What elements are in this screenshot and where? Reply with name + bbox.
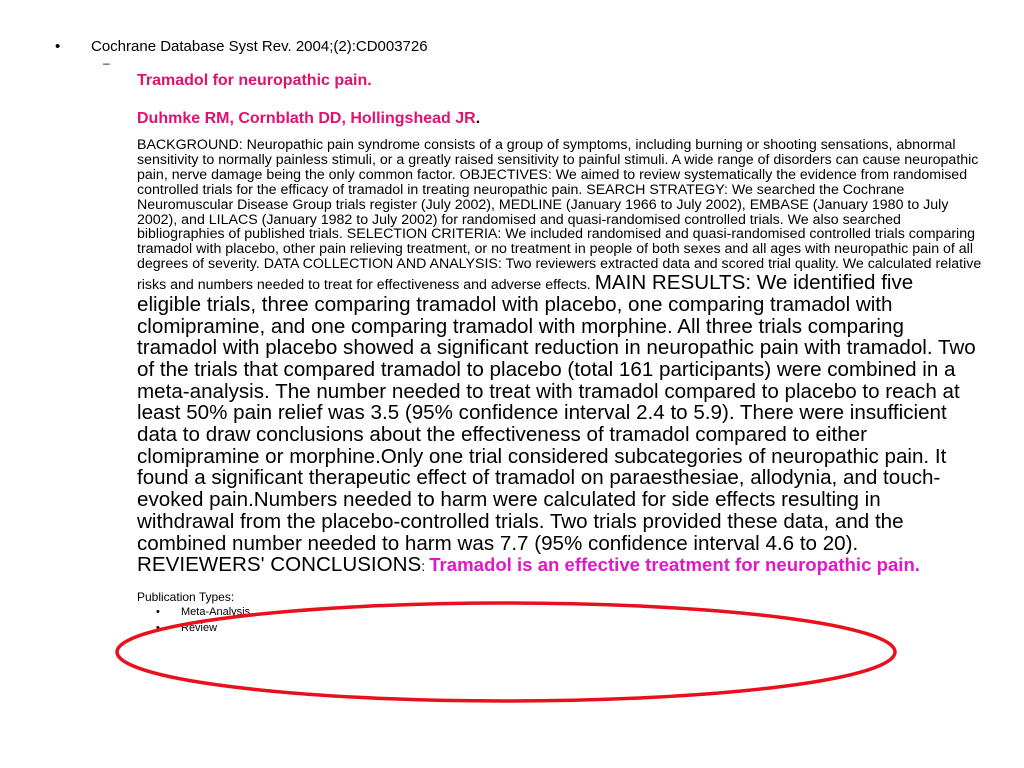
citation-source: Cochrane Database Syst Rev. 2004;(2):CD003726 [91,38,428,55]
abstract-conclusion: Tramadol is an effective treatment for neuropathic pain. [429,554,920,576]
abstract-background: BACKGROUND: Neuropathic pain syndrome consists of a group of symptoms, including burning or shooting sensations, abnormal sensitivity to normally painless stimuli, or a greatly raised sensitivity to painful stimuli. A wide range of disorders can cause neuropathic pain, nerve damage being the only common factor. OBJECTIVES: We aimed to review systematically the evidence from randomised controlled trials for the efficacy of tramadol in treating neuropathic pain. SEARCH STRATEGY: We searched the Cochrane Neuromuscular Disease Group trials register (July 2002), MEDLINE (January 1966 to July 2002), EMBASE (January 1980 to July 2002), and LILACS (January 1982 to July 2002) for randomised and quasi-randomised controlled trials. We also searched bibliographies of published trials. SELECTION CRITERIA: We included randomised and quasi-randomised controlled trials comparing tramadol with placebo, other pain relieving treatment, or no treatment in people of both sexes and all ages with neuropathic pain of all degrees of severity. DATA COLLECTION AND ANALYSIS: Two reviewers extracted data and scored trial quality. We calculated relative risks and numbers needed to treat for effectiveness and adverse effects. [137,137,982,294]
article-content [137,71,982,636]
publication-type: Meta-Analysis [181,606,251,618]
publication-type: Review [181,621,218,634]
list-item [137,621,982,637]
publication-types-list [137,605,982,636]
list-bullet: • [156,606,160,618]
abstract-colon: : [421,559,426,576]
list-item [137,605,982,621]
publication-types-label: Publication Types: [137,590,235,604]
authors-period: . [475,110,481,127]
article-abstract [137,138,982,576]
article-authors [137,109,982,128]
abstract-results: MAIN RESULTS: We identified five eligible trials, three comparing tramadol with placebo, one comparing tramadol with clomipramine, and one comparing tramadol with morphine. All three trials comparing tramadol with placebo showed a significant reduction in neuropathic pain with tramadol. Two of the trials that compared tramadol to placebo (total 161 participants) were combined in a meta-analysis. The number needed to treat with tramadol compared to placebo to reach at least 50% pain relief was 3.5 (95% confidence interval 2.4 to 5.9). There were insufficient data to draw conclusions about the effectiveness of tramadol compared to either clomipramine or morphine.Only one trial considered subcategories of neuropathic pain. It found a significant therapeutic effect of tramadol on paraesthesiae, allodynia, and touch-evoked pain.Numbers needed to harm were calculated for side effects resulting in withdrawal from the placebo-controlled trials. Two trials provided these data, and the combined number needed to harm was 7.7 (95% confidence interval 4.6 to 20). REVIEWERS' CONCLUSIONS [137,271,976,577]
author-names: Duhmke RM, Cornblath DD, Hollingshead JR [137,110,476,127]
list-bullet: • [156,621,160,634]
list-bullet: • [55,38,61,55]
article-title: Tramadol for neuropathic pain. [137,72,372,89]
sub-list-dash: – [103,56,110,70]
